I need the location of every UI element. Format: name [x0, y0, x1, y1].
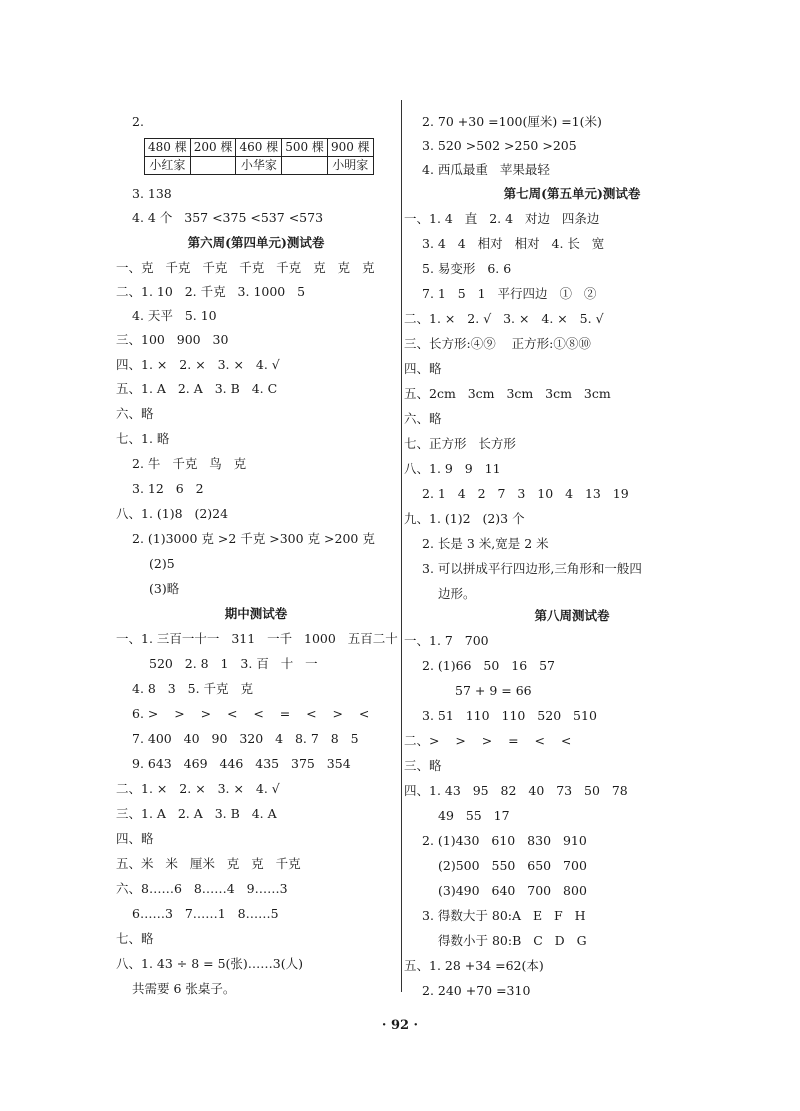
answer-line: 4. 4 个 357 <375 <537 <573	[132, 210, 324, 225]
answer-line: 八、1. 9 9 11	[404, 461, 501, 476]
answer-line: 得数小于 80:B C D G	[438, 933, 587, 948]
answer-line: (3)490 640 700 800	[438, 883, 587, 898]
page-number: · 92 ·	[381, 1018, 419, 1033]
section-heading-midterm: 期中测试卷	[224, 606, 288, 621]
answer-line: 二、1. × 2. √ 3. × 4. × 5. √	[404, 311, 604, 326]
column-divider	[401, 100, 402, 992]
answer-line: 一、1. 7 700	[404, 633, 489, 648]
answer-line: 4. 天平 5. 10	[132, 308, 217, 323]
answer-line: 共需要 6 张桌子。	[132, 981, 236, 996]
answer-line: 4. 西瓜最重 苹果最轻	[422, 162, 550, 177]
table-cell	[282, 157, 328, 175]
answer-line: (2)500 550 650 700	[438, 858, 587, 873]
answer-line: 49 55 17	[438, 808, 510, 823]
answer-line: 4. 8 3 5. 千克 克	[132, 681, 253, 696]
answer-line: 3. 520 >502 >250 >205	[422, 138, 577, 153]
answer-line: 四、1. × 2. × 3. × 4. √	[116, 357, 280, 372]
answer-line: 3. 得数大于 80:A E F H	[422, 908, 586, 923]
answer-line: 五、米 米 厘米 克 克 千克	[116, 856, 301, 871]
answer-line: 四、略	[404, 361, 442, 376]
answer-line: 五、2cm 3cm 3cm 3cm 3cm	[404, 386, 611, 401]
table-cell	[190, 157, 236, 175]
answer-line: 3. 12 6 2	[132, 481, 204, 496]
answer-line: 七、略	[116, 931, 154, 946]
answer-line: 四、1. 43 95 82 40 73 50 78	[404, 783, 628, 798]
answer-line: 5. 易变形 6. 6	[422, 261, 512, 276]
answer-line: 2. 牛 千克 鸟 克	[132, 456, 247, 471]
answer-line: 3. 可以拼成平行四边形,三角形和一般四	[422, 561, 642, 576]
answer-line: 九、1. (1)2 (2)3 个	[404, 511, 525, 526]
answer-line: 六、8……6 8……4 9……3	[116, 881, 288, 896]
answer-line: 2. 70 +30 =100(厘米) =1(米)	[422, 114, 602, 129]
answer-line: 一、克 千克 千克 千克 千克 克 克 克	[116, 260, 375, 275]
answer-line: 八、1. (1)8 (2)24	[116, 506, 229, 521]
table-cell: 500 棵	[282, 139, 328, 157]
answer-line: 2. 240 +70 =310	[422, 983, 531, 998]
answer-line: 三、100 900 30	[116, 332, 229, 347]
answer-line: 3. 51 110 110 520 510	[422, 708, 597, 723]
answer-line: 2. (1)3000 克 >2 千克 >300 克 >200 克	[132, 531, 375, 546]
answer-line: 五、1. A 2. A 3. B 4. C	[116, 381, 278, 396]
answer-line: 520 2. 8 1 3. 百 十 一	[149, 656, 318, 671]
table-row	[145, 139, 374, 157]
answer-line: 7. 400 40 90 320 4 8. 7 8 5	[132, 731, 359, 746]
answer-line: 二、> > > = < <	[404, 733, 572, 748]
answer-line: (2)5	[149, 556, 175, 571]
answer-line: 三、略	[404, 758, 442, 773]
answer-line: 57 + 9 = 66	[455, 683, 532, 698]
answer-line: 2. 长是 3 米,宽是 2 米	[422, 536, 549, 551]
answer-line: 六、略	[404, 411, 442, 426]
table-cell: 小明家	[327, 157, 373, 175]
table-cell: 900 棵	[327, 139, 373, 157]
answer-line: 二、1. 10 2. 千克 3. 1000 5	[116, 284, 306, 299]
answer-line: 2. 1 4 2 7 3 10 4 13 19	[422, 486, 629, 501]
answer-line: 7. 1 5 1 平行四边 ① ②	[422, 286, 597, 301]
table-cell: 小红家	[145, 157, 191, 175]
answer-line: 一、1. 三百一十一 311 一千 1000 五百二十	[116, 631, 398, 646]
answer-line: 六、略	[116, 406, 154, 421]
answer-line: (3)略	[149, 581, 180, 596]
answer-line: 一、1. 4 直 2. 4 对边 四条边	[404, 211, 600, 226]
answer-line: 6. > > > < < = < > <	[132, 706, 370, 721]
answer-line: 四、略	[116, 831, 154, 846]
answer-line: 9. 643 469 446 435 375 354	[132, 756, 351, 771]
answer-line: 3. 4 4 相对 相对 4. 长 宽	[422, 236, 605, 251]
answer-line: 七、正方形 长方形	[404, 436, 516, 451]
tree-count-table	[144, 138, 374, 175]
answer-line: 3. 138	[132, 186, 172, 201]
answer-line: 七、1. 略	[116, 431, 170, 446]
question-2-label: 2.	[132, 114, 144, 129]
answer-line: 2. (1)66 50 16 57	[422, 658, 555, 673]
table-cell: 200 棵	[190, 139, 236, 157]
answer-line: 二、1. × 2. × 3. × 4. √	[116, 781, 280, 796]
answer-line: 6……3 7……1 8……5	[132, 906, 279, 921]
answer-line: 三、1. A 2. A 3. B 4. A	[116, 806, 277, 821]
section-heading-week7: 第七周(第五单元)测试卷	[503, 186, 641, 201]
answer-line: 八、1. 43 ÷ 8 = 5(张)……3(人)	[116, 956, 304, 971]
section-heading-week6: 第六周(第四单元)测试卷	[187, 235, 325, 250]
answer-line: 边形。	[438, 586, 476, 601]
answer-line: 2. (1)430 610 830 910	[422, 833, 587, 848]
section-heading-week8: 第八周测试卷	[534, 608, 610, 623]
table-row	[145, 157, 374, 175]
table-cell: 小华家	[236, 157, 282, 175]
answer-line: 三、长方形:④⑨ 正方形:①⑧⑩	[404, 336, 591, 351]
table-cell: 460 棵	[236, 139, 282, 157]
answer-line: 五、1. 28 +34 =62(本)	[404, 958, 544, 973]
table-cell: 480 棵	[145, 139, 191, 157]
